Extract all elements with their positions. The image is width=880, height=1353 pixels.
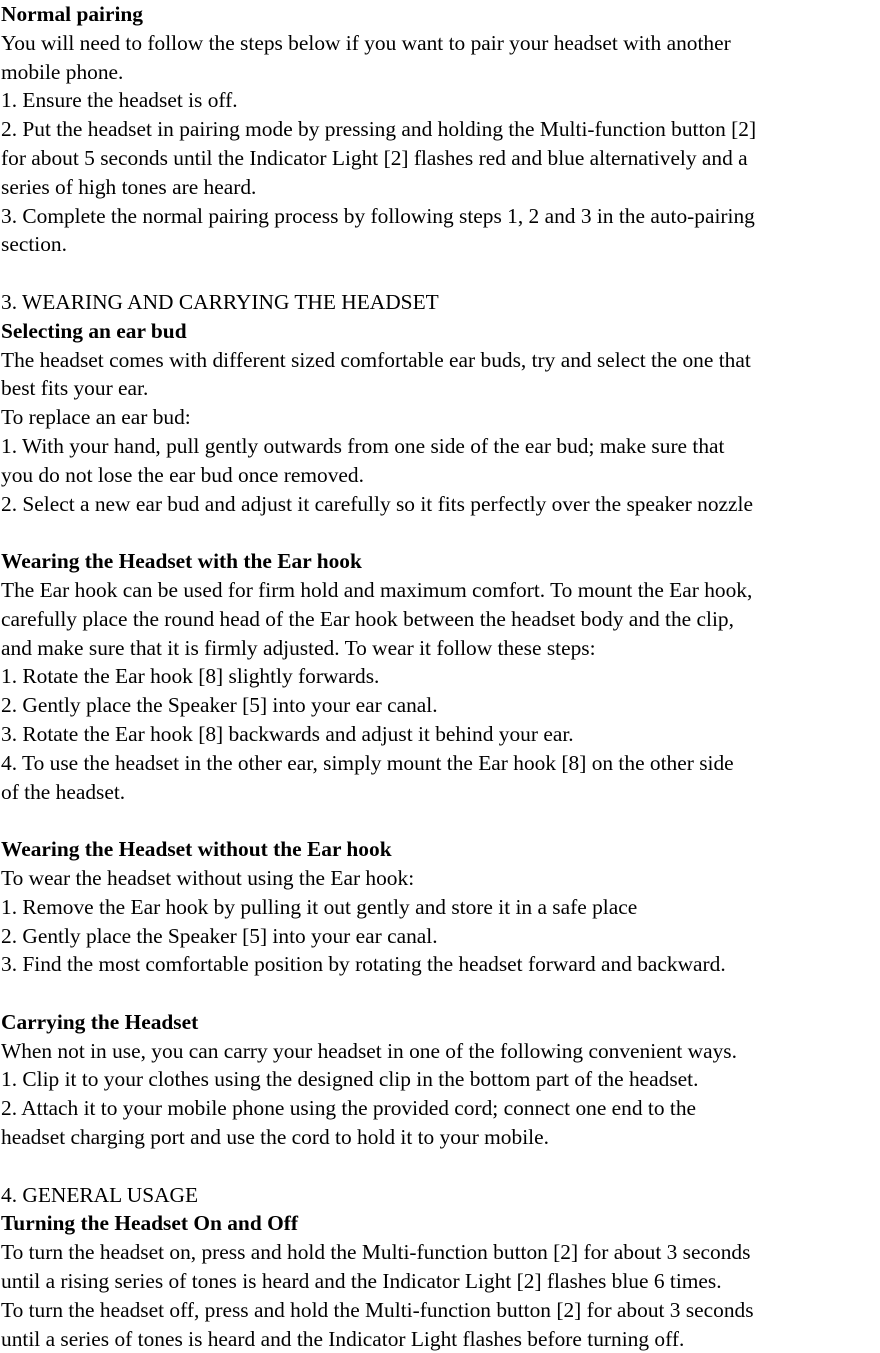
text-line: and make sure that it is firmly adjusted. To wear it follow these steps: [1,635,596,660]
paragraph-gap [1,979,880,1008]
text-line: To turn the headset off, press and hold the Multi-function button [2] for about 3 seconds [1,1297,754,1322]
text-line: of the headset. [1,779,126,804]
section-heading: Carrying the Headset [1,1009,199,1034]
text-line: best fits your ear. [1,376,149,401]
text-line: When not in use, you can carry your headset in one of the following convenient ways. [1,1038,737,1063]
text-line: 1. Rotate the Ear hook [8] slightly forwards. [1,664,380,689]
text-line: 2. Put the headset in pairing mode by pressing and holding the Multi-function button [2] [1,117,757,142]
section-heading: Selecting an ear bud [1,318,187,343]
text-line: headset charging port and use the cord to hold it to your mobile. [1,1125,549,1150]
text-line: 2. Gently place the Speaker [5] into your ear canal. [1,693,438,718]
text-line: 1. Clip it to your clothes using the designed clip in the bottom part of the headset. [1,1067,699,1092]
text-line: 3. Complete the normal pairing process by following steps 1, 2 and 3 in the auto-pairing [1,203,755,228]
wearing-carrying-section [1,288,880,1152]
text-line: 1. With your hand, pull gently outwards from one side of the ear bud; make sure that [1,433,725,458]
text-line: series of high tones are heard. [1,174,257,199]
paragraph-gap [1,806,880,835]
text-line: 3. Find the most comfortable position by rotating the headset forward and backward. [1,952,726,977]
text-line: 1. Ensure the headset is off. [1,88,238,113]
normal-pairing-section [1,0,880,259]
chapter-title: 4. GENERAL USAGE [1,1182,199,1207]
paragraph-gap [1,1152,880,1181]
text-line: 2. Gently place the Speaker [5] into your ear canal. [1,923,438,948]
section-heading: Wearing the Headset with the Ear hook [1,549,362,574]
text-line: 3. Rotate the Ear hook [8] backwards and adjust it behind your ear. [1,721,574,746]
text-line: mobile phone. [1,59,124,84]
section-heading: Turning the Headset On and Off [1,1211,298,1236]
text-line: 1. Remove the Ear hook by pulling it out gently and store it in a safe place [1,894,638,919]
text-line: The headset comes with different sized comfortable ear buds, try and select the one that [1,347,751,372]
text-line: To replace an ear bud: [1,405,191,430]
text-line: you do not lose the ear bud once removed. [1,462,364,487]
chapter-title: 3. WEARING AND CARRYING THE HEADSET [1,289,439,314]
text-line: until a rising series of tones is heard and the Indicator Light [2] flashes blue 6 times. [1,1269,722,1294]
text-line: until a series of tones is heard and the Indicator Light flashes before turning off. [1,1326,685,1351]
text-line: You will need to follow the steps below if you want to pair your headset with another [1,30,731,55]
section-heading: Normal pairing [1,2,144,26]
section-heading: Wearing the Headset without the Ear hook [1,837,392,862]
text-line: To wear the headset without using the Ear hook: [1,865,415,890]
paragraph-gap [1,518,880,547]
general-usage-section [1,1181,880,1353]
text-line: 4. To use the headset in the other ear, simply mount the Ear hook [8] on the other side [1,750,734,775]
text-line: To turn the headset on, press and hold the Multi-function button [2] for about 3 seconds [1,1240,751,1265]
text-line: for about 5 seconds until the Indicator Light [2] flashes red and blue alternatively and a [1,145,748,170]
text-line: 2. Attach it to your mobile phone using the provided cord; connect one end to the [1,1096,697,1121]
text-line: section. [1,232,67,257]
text-line: carefully place the round head of the Ear hook between the headset body and the clip, [1,606,734,631]
text-line: 2. Select a new ear bud and adjust it carefully so it fits perfectly over the speaker nozzle [1,491,753,516]
paragraph-gap [1,259,880,288]
text-line: The Ear hook can be used for firm hold and maximum comfort. To mount the Ear hook, [1,577,753,602]
